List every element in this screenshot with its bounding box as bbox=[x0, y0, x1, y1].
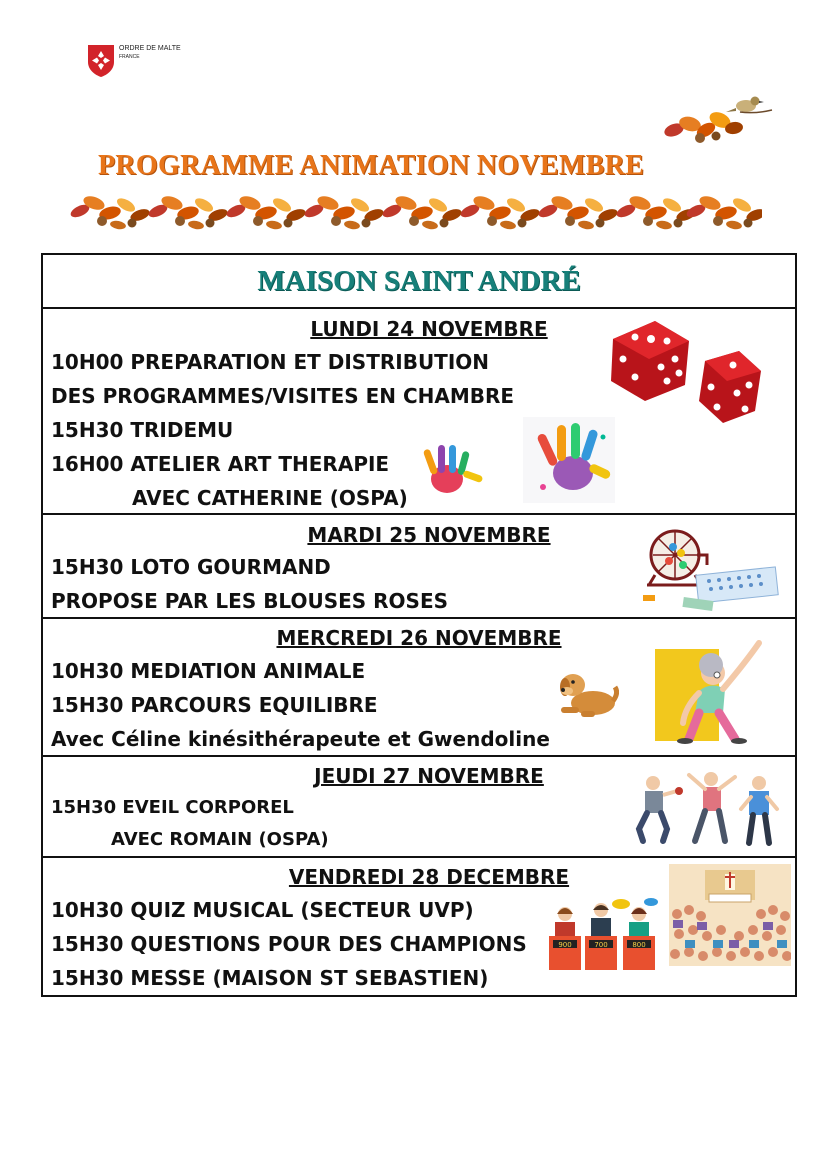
red-dice-icon bbox=[605, 315, 765, 427]
painted-hand-icon bbox=[413, 443, 489, 501]
activity-line: 15H30 MESSE (MAISON ST SEBASTIEN) bbox=[51, 966, 489, 990]
quiz-contestants-icon bbox=[547, 898, 659, 972]
day-title: JEUDI 27 NOVEMBRE bbox=[314, 764, 544, 788]
activity-line: 15H30 TRIDEMU bbox=[51, 418, 234, 442]
activity-line: AVEC CATHERINE (OSPA) bbox=[132, 486, 408, 510]
logo-text bbox=[119, 45, 181, 61]
day-friday bbox=[43, 858, 795, 995]
house-header bbox=[43, 255, 795, 309]
ordre-de-malte-logo bbox=[87, 44, 181, 78]
activity-line: 16H00 ATELIER ART THERAPIE bbox=[51, 452, 390, 476]
day-title: VENDREDI 28 DECEMBRE bbox=[288, 865, 570, 889]
logo-line-1: ORDRE DE MALTE bbox=[119, 45, 181, 52]
elderly-woman-stretching-icon bbox=[655, 633, 767, 745]
score-display: 900 bbox=[558, 941, 572, 949]
activity-line: PROPOSE PAR LES BLOUSES ROSES bbox=[51, 589, 449, 613]
activity-line: 10H30 QUIZ MUSICAL (SECTEUR UVP) bbox=[51, 898, 474, 922]
activity-line: AVEC ROMAIN (OSPA) bbox=[111, 829, 329, 850]
seniors-exercising-icon bbox=[633, 769, 783, 849]
day-monday bbox=[43, 309, 795, 515]
activity-line: 10H00 PREPARATION ET DISTRIBUTION bbox=[51, 350, 490, 374]
score-display: 700 bbox=[594, 941, 608, 949]
day-title: MARDI 25 NOVEMBRE bbox=[307, 523, 551, 547]
golden-dog-icon bbox=[551, 663, 619, 723]
schedule-table bbox=[41, 253, 797, 997]
activity-line: 10H30 MEDIATION ANIMALE bbox=[51, 659, 366, 683]
activity-line: Avec Céline kinésithérapeute et Gwendoline bbox=[51, 727, 550, 751]
activity-line: 15H30 EVEIL CORPOREL bbox=[51, 797, 294, 818]
painted-hand-icon bbox=[523, 417, 615, 503]
church-mass-icon bbox=[669, 864, 791, 966]
logo-line-2: FRANCE bbox=[119, 54, 140, 60]
page-title: PROGRAMME ANIMATION NOVEMBRE bbox=[98, 150, 645, 181]
autumn-leaves-bird-icon bbox=[660, 90, 780, 152]
activity-line: DES PROGRAMMES/VISITES EN CHAMBRE bbox=[51, 384, 515, 408]
day-title: LUNDI 24 NOVEMBRE bbox=[310, 317, 548, 341]
house-name: MAISON SAINT ANDRÉ bbox=[257, 264, 581, 297]
day-title: MERCREDI 26 NOVEMBRE bbox=[276, 626, 562, 650]
autumn-garland-icon bbox=[70, 183, 762, 241]
day-tuesday bbox=[43, 515, 795, 619]
maltese-cross-shield-icon bbox=[87, 44, 115, 78]
bingo-cage-icon bbox=[639, 525, 799, 611]
activity-line: 15H30 PARCOURS EQUILIBRE bbox=[51, 693, 378, 717]
day-thursday bbox=[43, 757, 795, 858]
activity-line: 15H30 QUESTIONS POUR DES CHAMPIONS bbox=[51, 932, 527, 956]
day-wednesday bbox=[43, 619, 795, 757]
score-display: 800 bbox=[632, 941, 646, 949]
activity-line: 15H30 LOTO GOURMAND bbox=[51, 555, 331, 579]
